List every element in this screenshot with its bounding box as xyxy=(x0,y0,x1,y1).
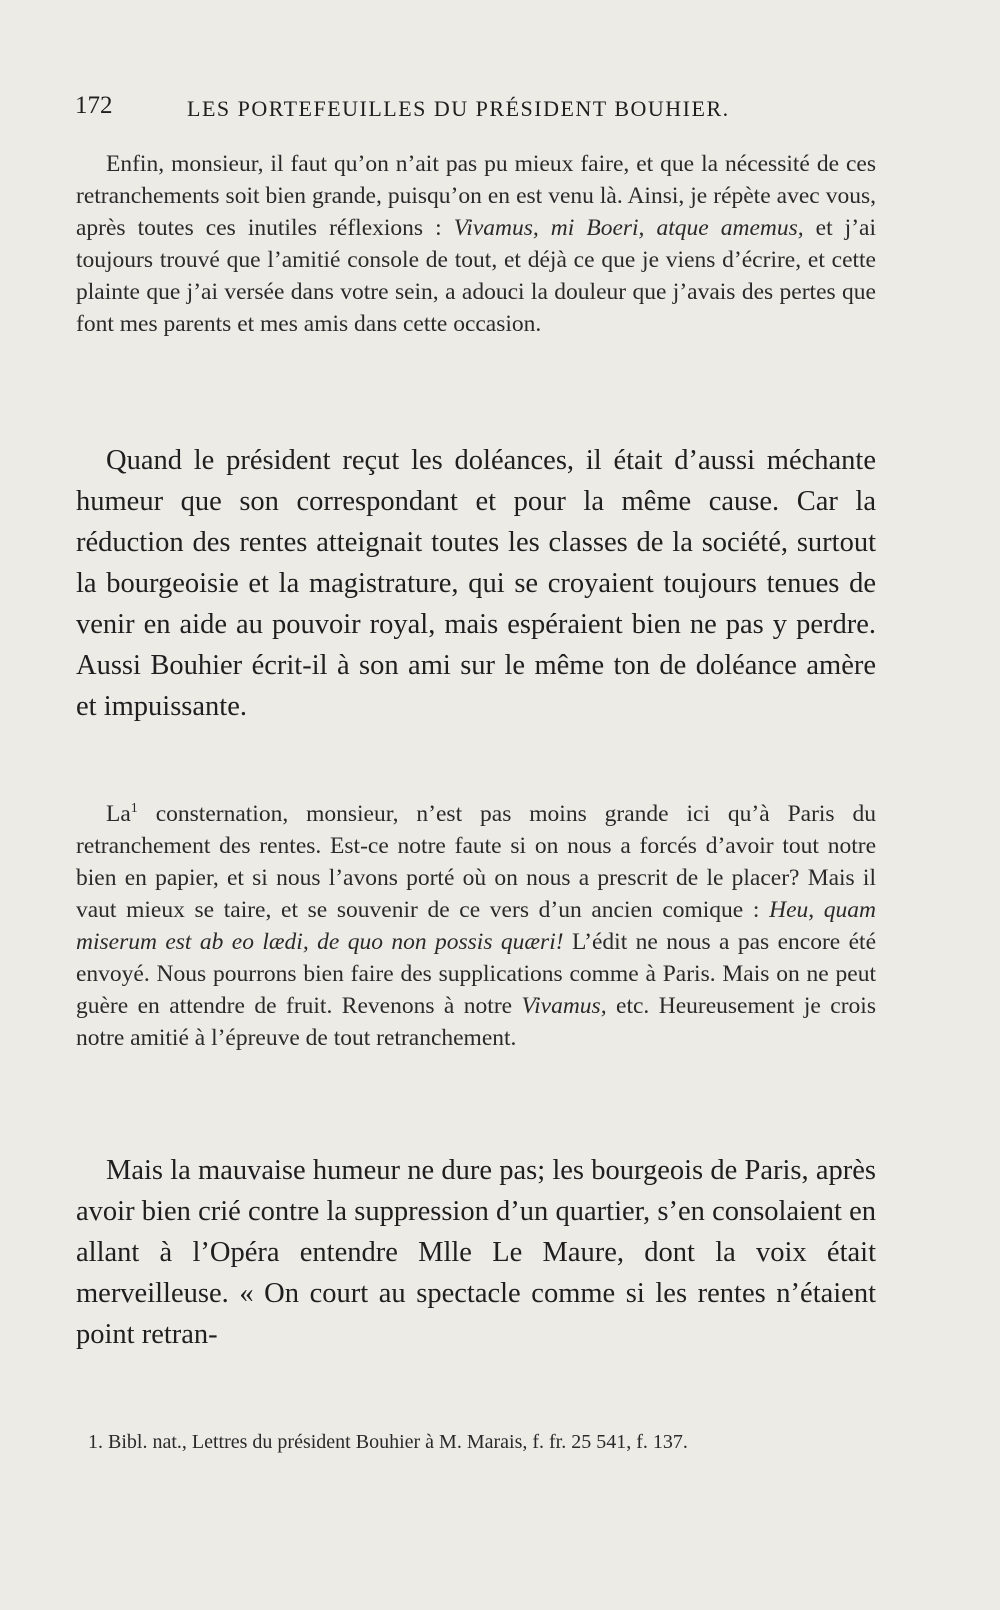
quote-2-text-end: etc. Heureusement je crois notre amitié à l’épreuve de tout retranchement. xyxy=(76,993,876,1051)
quote-1-text: Enfin, monsieur, il faut qu’on n’ait pas pu mieux faire, et que la nécessité de ces retranchements soit bien grande, puisqu’on en est venu là. Ainsi, je répète avec vous, après toutes ces inutiles réflexions : xyxy=(76,151,876,241)
quote-2-vivamus: Vivamus, xyxy=(521,993,607,1019)
quote-2-text: consternation, monsieur, n’est pas moins grande ici qu’à Paris du retranchement des rentes. Est-ce notre faute si on nous a forcés d’avoir tout notre bien en papier, et si nous l’avons porté où on nous a prescrit de le placer? Mais il vaut mieux se taire, et se souvenir de ce vers d’un ancien comique : xyxy=(76,801,876,923)
quote-block-2 xyxy=(76,798,876,1054)
quote-1-paragraph xyxy=(76,148,876,340)
body-paragraph-1 xyxy=(76,440,876,727)
quote-2-paragraph xyxy=(76,798,876,1054)
quote-2-latin: Heu, quam miserum est ab eo lædi, de quo non possis quæri! xyxy=(76,897,876,955)
quote-1-text-cont: et j’ai toujours trouvé que l’amitié console de tout, et déjà ce que je viens d’écrire, et cette plainte que j’ai versée dans votre sein, a adouci la douleur que j’avais des pertes que font mes parents et mes amis dans cette occasion. xyxy=(76,215,876,337)
quote-block-1 xyxy=(76,148,876,340)
paragraph-1-text: Quand le président reçut les doléances, il était d’aussi méchante humeur que son correspondant et pour la même cause. Car la réduction des rentes atteignait toutes les classes de la société, surtout la bourgeoisie et la magistrature, qui se croyaient toujours tenues de venir en aide au pouvoir royal, mais espéraient bien ne pas y perdre. Aussi Bouhier écrit-il à son ami sur le même ton de doléance amère et impuissante. xyxy=(76,445,876,722)
body-paragraph-2 xyxy=(76,1150,876,1355)
quote-2-lead: La xyxy=(106,801,131,827)
running-title: LES PORTEFEUILLES DU PRÉSIDENT BOUHIER. xyxy=(187,96,730,121)
footnote-text: Bibl. nat., Lettres du président Bouhier à M. Marais, f. fr. 25 541, f. 137. xyxy=(103,1431,688,1453)
quote-1-latin: Vivamus, mi Boeri, atque amemus, xyxy=(453,215,804,241)
footnote xyxy=(58,1430,878,1455)
page-number: 172 xyxy=(75,92,113,119)
paragraph-2-text: Mais la mauvaise humeur ne dure pas; les bourgeois de Paris, après avoir bien crié contre la suppression d’un quartier, s’en consolaient en allant à l’Opéra entendre Mlle Le Maure, dont la voix était merveilleuse. « On court au spectacle comme si les rentes n’étaient point retran- xyxy=(76,1155,876,1350)
quote-2-text-cont: L’édit ne nous a pas encore été envoyé. Nous pourrons bien faire des supplications comme à Paris. Mais on ne peut guère en attendre de fruit. Revenons à notre xyxy=(76,929,876,1019)
footnote-marker: 1 xyxy=(130,801,138,816)
footnote-number: 1. xyxy=(88,1431,103,1453)
